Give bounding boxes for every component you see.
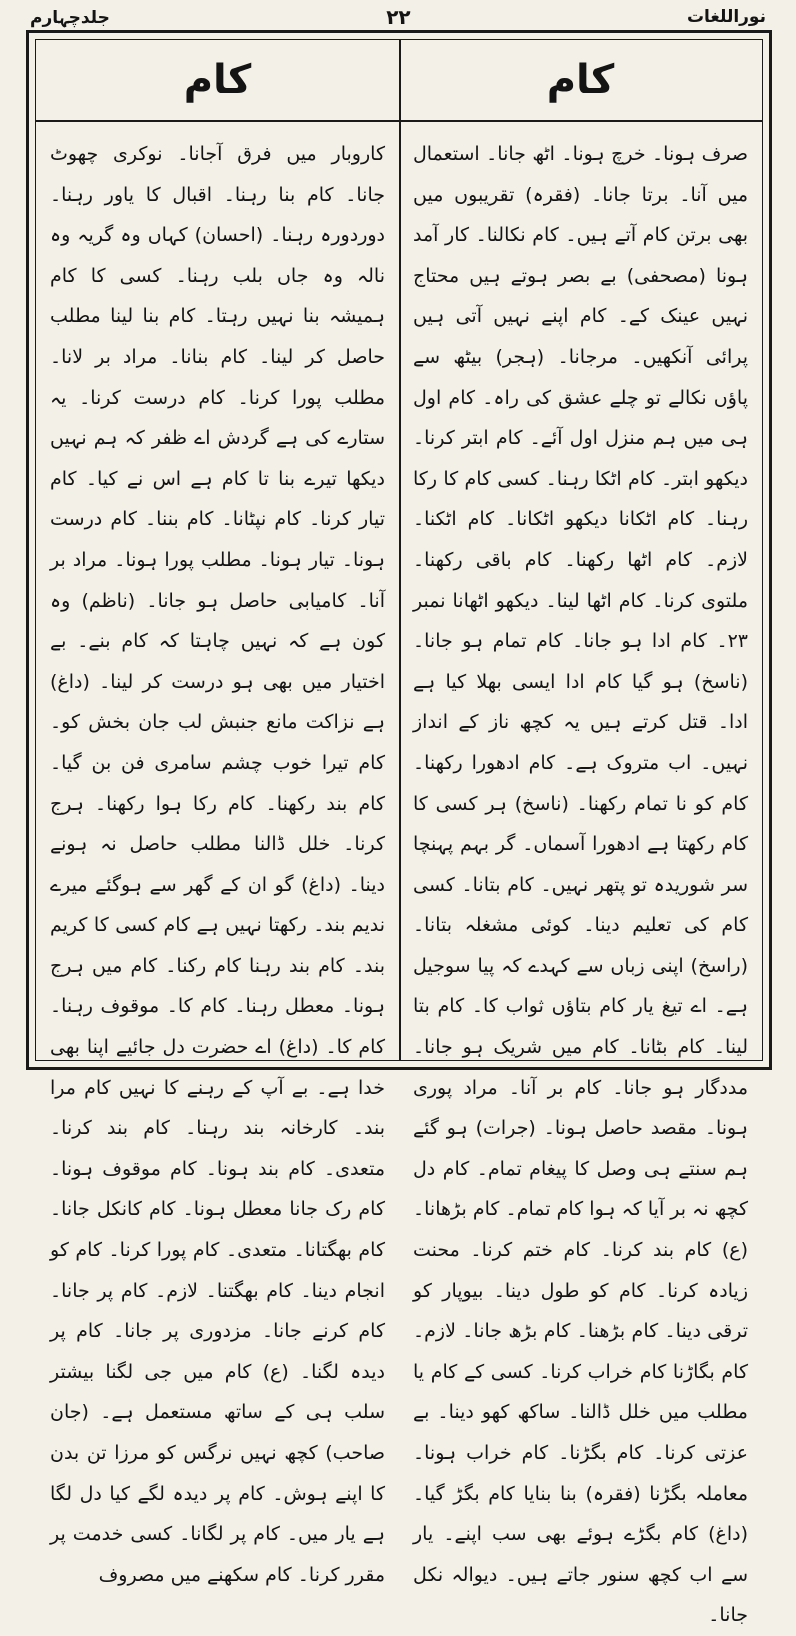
running-header [30, 4, 766, 30]
left-column-headword: کام [183, 57, 252, 103]
right-column-text: صرف ہونا۔ خرچ ہونا۔ اٹھ جانا۔ استعمال میں آنا۔ برتا جانا۔ (فقرہ) تقریبوں میں بھی برتن کام آتے ہیں۔ کام نکالنا۔ کار آمد ہونا (مصحفی) بے بصر ہوتے ہیں محتاج نہیں عینک کے۔ کام اپنے نہیں آتی ہیں پرائی آنکھیں۔ مرجانا۔ (ہجر) بیٹھ سے پاؤں نکالے تو چلے عشق کی راہ۔ کام اول ہی میں ہم منزل اول آئے۔ کام ابتر کرنا۔ دیکھو ابتر۔ کام اٹکا رہنا۔ کسی کام کا رکا رہنا۔ کام اٹکانا دیکھو اٹکانا۔ کام اٹکنا۔ لازم۔ کام اٹھا رکھنا۔ کام باقی رکھنا۔ ملتوی کرنا۔ کام اٹھا لینا۔ دیکھو اٹھانا نمبر ۲۳۔ کام ادا ہو جانا۔ کام تمام ہو جانا۔ (ناسخ) ہو گیا کام ادا ایسی بھلا کیا ہے ادا۔ قتل کرتے ہیں یہ کچھ ناز کے انداز نہیں۔ اب متروک ہے۔ کام ادھورا رکھنا۔ کام کو نا تمام رکھنا۔ (ناسخ) ہر کسی کا کام رکھتا ہے ادھورا آسماں۔ گر بہم پہنچا سر شوریدہ تو پتھر نہیں۔ کام بتانا۔ کسی کام کی تعلیم دینا۔ کوئی مشغلہ بتانا۔ (راسخ) اپنی زباں سے کہدے کہ پیا سوجیل ہے۔ اے تیغ یار کام بتاؤں ثواب کا۔ کام بتا لینا۔ کام بٹانا۔ کام میں شریک ہو جانا۔ مددگار ہو جانا۔ کام بر آنا۔ مراد پوری ہونا۔ مقصد حاصل ہونا۔ (جرات) ہو گئے ہم سنتے ہی وصل کا پیغام تمام۔ کام دل کچھ نہ بر آیا کہ ہوا کام تمام۔ کام بڑھانا۔ (ع) کام بند کرنا۔ کام ختم کرنا۔ محنت زیادہ کرنا۔ کام کو طول دینا۔ بیوپار کو ترقی دینا۔ کام بڑھنا۔ کام بڑھ جانا۔ لازم۔ کام بگاڑنا کام خراب کرنا۔ کسی کے کام یا مطلب میں خلل ڈالنا۔ ساکھ کھو دینا۔ بے عزتی کرنا۔ کام بگڑنا۔ کام خراب ہونا۔ معاملہ بگڑنا (فقرہ) بنا بنایا کام بگڑ گیا۔ (داغ) کام بگڑے ہوئے بھی سب اپنے۔ یار سے اب کچھ سنور جاتے ہیں۔ دیوالہ نکل جانا۔ [413, 143, 748, 1627]
headword-row [36, 40, 762, 122]
page-frame [26, 30, 772, 1627]
left-column [36, 120, 399, 1586]
body-row [36, 120, 762, 1627]
left-column-text: کاروبار میں فرق آجانا۔ نوکری چھوٹ جانا۔ کام بنا رہنا۔ اقبال کا یاور رہنا۔ دوردورہ رہنا۔ (احسان) کہاں وہ گریہ وہ نالہ وہ جاں بلب رہنا۔ کسی کا کام ہمیشہ بنا نہیں رہتا۔ کام بنا لینا مطلب حاصل کر لینا۔ کام بنانا۔ مراد بر لانا۔ مطلب پورا کرنا۔ کام درست کرنا۔ یہ ستارے کی ہے گردش اے ظفر کہ ہم نہیں دیکھا تیرے بنا تا کام ہے اس نے کیا۔ کام تیار کرنا۔ کام نپٹانا۔ کام بننا۔ کام درست ہونا۔ تیار ہونا۔ مطلب پورا ہونا۔ مراد بر آنا۔ کامیابی حاصل ہو جانا۔ (ناظم) وہ کون ہے کہ نہیں چاہتا کہ کام بنے۔ بے اختیار میں بھی ہو درست کر لینا۔ (داغ) ہے نزاکت مانع جنبش لب جان بخش کو۔ کام تیرا خوب چشم سامری فن بن گیا۔ کام بند رکھنا۔ کام رکا ہوا رکھنا۔ ہرج کرنا۔ خلل ڈالنا مطلب حاصل نہ ہونے دینا۔ (داغ) گو ان کے گھر سے ہوگئے میرے ندیم بند۔ رکھتا نہیں ہے کام کسی کا کریم بند۔ کام بند رہنا کام رکنا۔ کام میں ہرج ہونا۔ معطل رہنا۔ کام کا۔ موقوف رہنا۔ کام کا۔ (داغ) اے حضرت دل جائیے اپنا بھی خدا ہے۔ بے آپ کے رہنے کا نہیں کام مرا بند۔ کارخانہ بند رہنا۔ کام بند کرنا۔ متعدی۔ کام بند ہونا۔ کام موقوف ہونا۔ کام رک جانا معطل ہونا۔ کام کانکل جانا۔ کام بھگتانا۔ متعدی۔ کام پورا کرنا۔ کام کو انجام دینا۔ کام بھگتنا۔ لازم۔ کام پر جانا۔ کام کرنے جانا۔ مزدوری پر جانا۔ کام پر دیدہ لگنا۔ (ع) کام میں جی لگنا بیشتر سلب ہی کے ساتھ مستعمل ہے۔ (جان صاحب) کچھ نہیں نرگس کو مرزا تن بدن کا اپنے ہوش۔ کام پر دیدہ لگے کیا دل لگا ہے یار میں۔ کام پر لگانا۔ کسی خدمت پر مقرر کرنا۔ کام سکھنے میں مصروف [50, 143, 385, 1586]
page-inner-frame [35, 39, 763, 1627]
volume-label: جلدچہارم [30, 7, 110, 28]
right-column [399, 120, 762, 1627]
dictionary-title: نوراللغات [686, 7, 766, 27]
page-number: ۲۲ [386, 5, 411, 29]
right-column-headword: کام [546, 57, 615, 103]
